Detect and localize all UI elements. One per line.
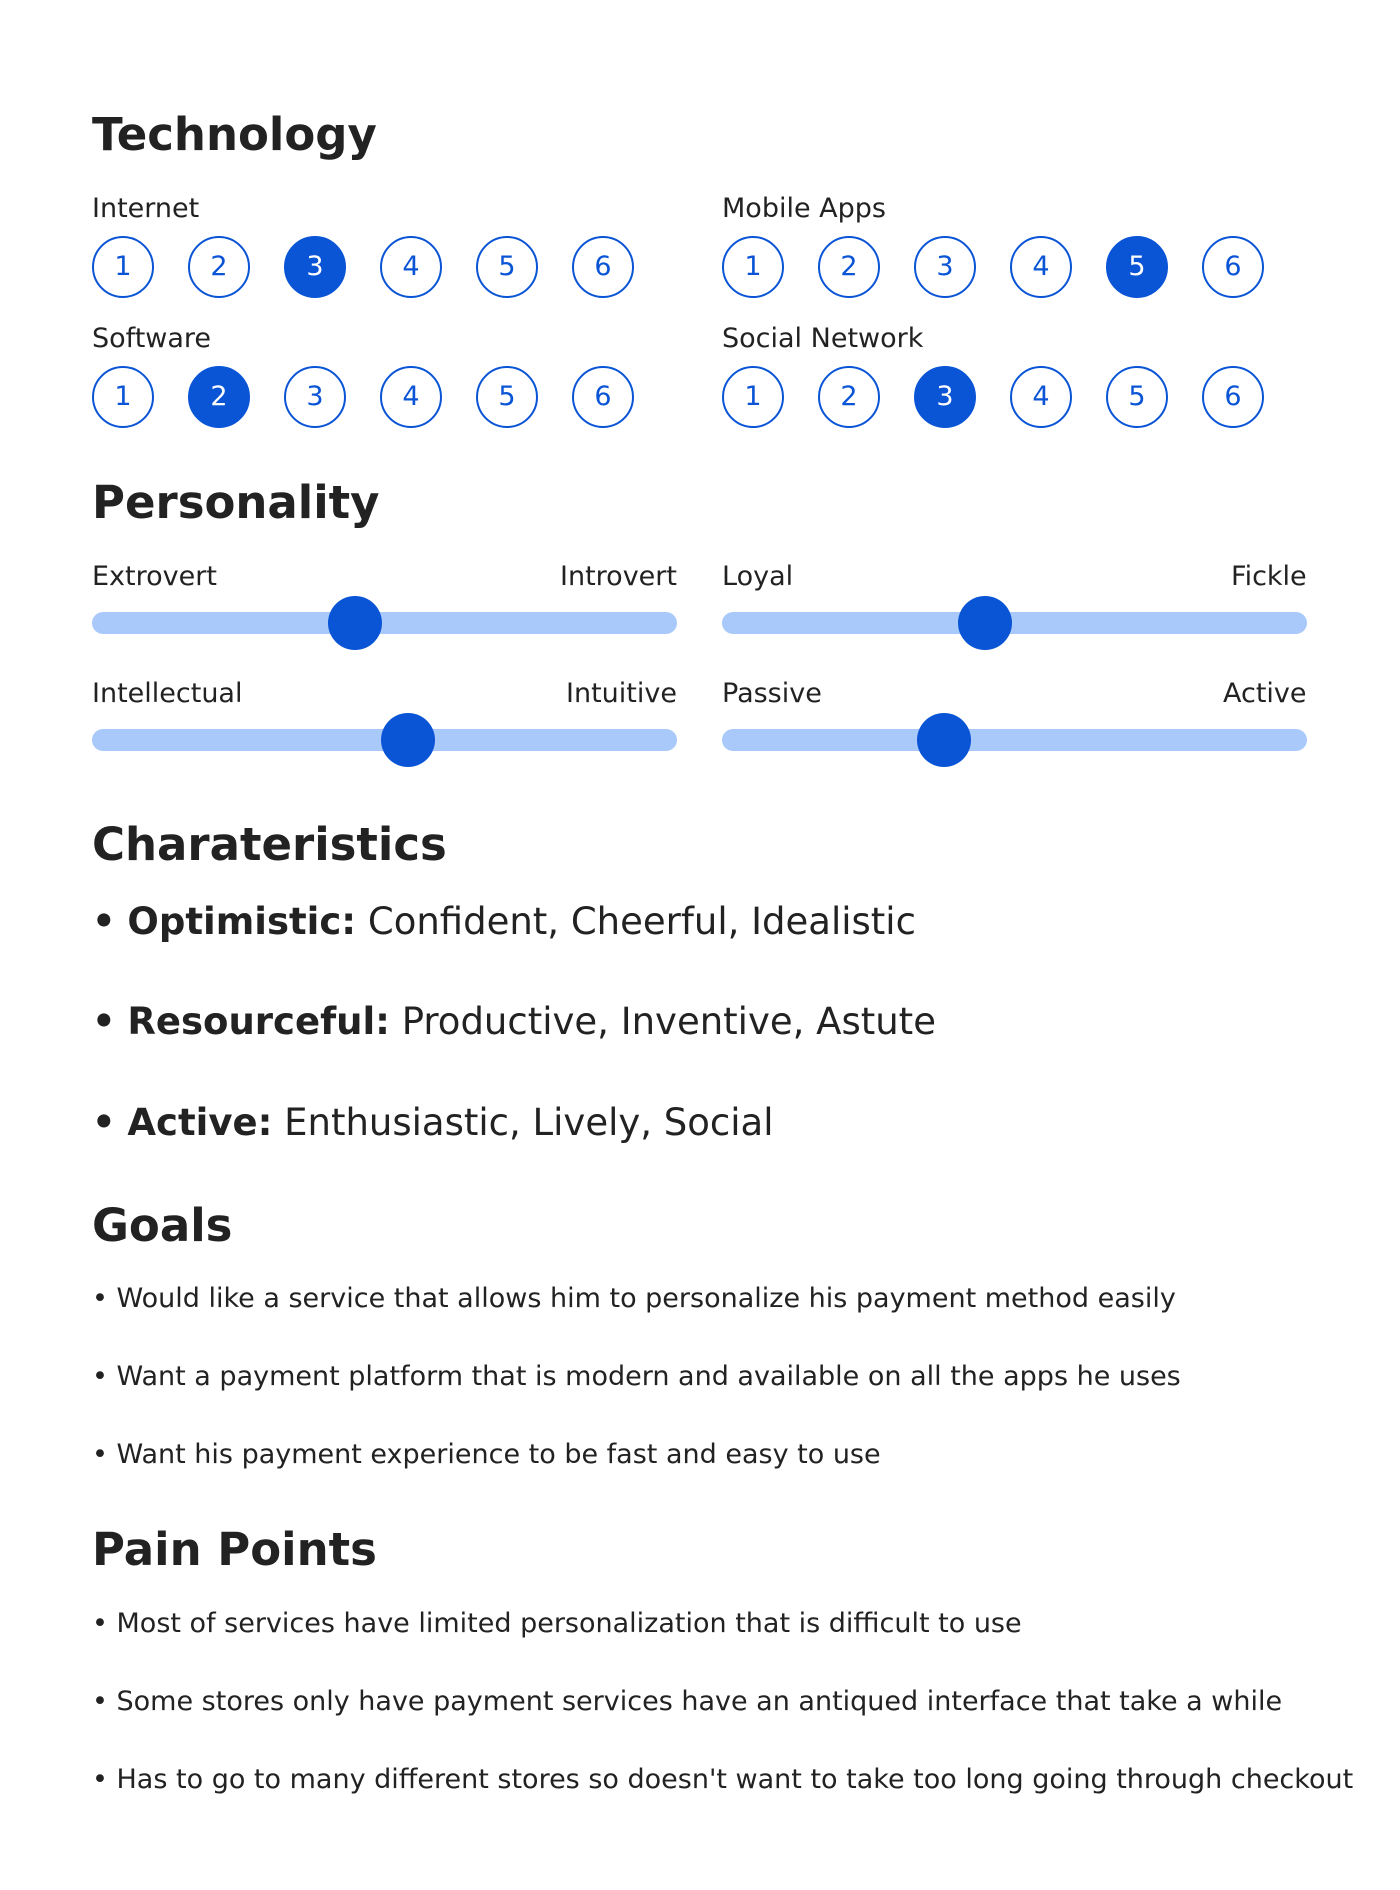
rating-option[interactable]: 4 (380, 236, 442, 298)
slider-thumb[interactable] (328, 596, 382, 650)
slider-thumb[interactable] (917, 713, 971, 767)
slider-track-loyal-fickle[interactable] (722, 612, 1307, 634)
characteristic-description: Confident, Cheerful, Idealistic (367, 900, 916, 943)
goals-title: Goals (92, 1199, 233, 1252)
rating-label-software: Software (92, 323, 212, 354)
rating-option[interactable]: 3 (284, 366, 346, 428)
slider-track-passive-active[interactable] (722, 729, 1307, 751)
rating-option[interactable]: 3 (914, 366, 976, 428)
slider-track-extrovert-introvert[interactable] (92, 612, 677, 634)
slider-left-label: Passive (722, 678, 822, 709)
pain-point-item: • Has to go to many different stores so doesn't want to take too long going through checkout (92, 1764, 1354, 1795)
rating-option[interactable]: 6 (572, 366, 634, 428)
characteristic-term: Optimistic: (127, 900, 357, 943)
rating-option[interactable]: 1 (92, 366, 154, 428)
rating-option[interactable]: 5 (476, 236, 538, 298)
rating-option[interactable]: 6 (1202, 366, 1264, 428)
slider-left-label: Loyal (722, 561, 794, 592)
characteristic-description: Productive, Inventive, Astute (401, 1000, 936, 1043)
personality-title: Personality (92, 476, 380, 529)
rating-label-internet: Internet (92, 193, 200, 224)
pain-points-title: Pain Points (92, 1523, 377, 1576)
rating-label-mobile-apps: Mobile Apps (722, 193, 886, 224)
technology-title: Technology (92, 108, 377, 161)
characteristic-item (92, 1101, 774, 1144)
slider-right-label: Introvert (560, 561, 677, 592)
slider-thumb[interactable] (381, 713, 435, 767)
rating-option[interactable]: 6 (1202, 236, 1264, 298)
characteristic-description: Enthusiastic, Lively, Social (284, 1101, 774, 1144)
slider-track-intellectual-intuitive[interactable] (92, 729, 677, 751)
rating-option[interactable]: 1 (722, 366, 784, 428)
characteristic-term: Active: (127, 1101, 273, 1144)
rating-option[interactable]: 1 (92, 236, 154, 298)
goal-item: • Would like a service that allows him to personalize his payment method easily (92, 1283, 1176, 1314)
bullet: • (92, 1101, 116, 1144)
goal-item: • Want a payment platform that is modern and available on all the apps he uses (92, 1361, 1181, 1392)
slider-left-label: Extrovert (92, 561, 217, 592)
slider-right-label: Intuitive (566, 678, 677, 709)
bullet: • (92, 900, 116, 943)
characteristic-item (92, 900, 916, 943)
pain-point-item: • Most of services have limited personalization that is difficult to use (92, 1608, 1022, 1639)
characteristics-title: Charateristics (92, 818, 447, 871)
rating-option[interactable]: 3 (914, 236, 976, 298)
rating-option[interactable]: 5 (1106, 366, 1168, 428)
slider-right-label: Fickle (1231, 561, 1307, 592)
slider-left-label: Intellectual (92, 678, 243, 709)
rating-option[interactable]: 1 (722, 236, 784, 298)
bullet: • (92, 1000, 116, 1043)
rating-option[interactable]: 5 (476, 366, 538, 428)
slider-right-label: Active (1223, 678, 1307, 709)
rating-option[interactable]: 4 (1010, 236, 1072, 298)
rating-option[interactable]: 2 (188, 236, 250, 298)
rating-option[interactable]: 4 (1010, 366, 1072, 428)
pain-point-item: • Some stores only have payment services have an antiqued interface that take a while (92, 1686, 1283, 1717)
characteristic-term: Resourceful: (127, 1000, 390, 1043)
characteristic-item (92, 1000, 936, 1043)
rating-label-social-network: Social Network (722, 323, 924, 354)
rating-option[interactable]: 3 (284, 236, 346, 298)
rating-option[interactable]: 4 (380, 366, 442, 428)
slider-thumb[interactable] (958, 596, 1012, 650)
rating-option[interactable]: 2 (818, 236, 880, 298)
rating-option[interactable]: 5 (1106, 236, 1168, 298)
rating-option[interactable]: 2 (818, 366, 880, 428)
goal-item: • Want his payment experience to be fast and easy to use (92, 1439, 881, 1470)
rating-option[interactable]: 6 (572, 236, 634, 298)
rating-option[interactable]: 2 (188, 366, 250, 428)
